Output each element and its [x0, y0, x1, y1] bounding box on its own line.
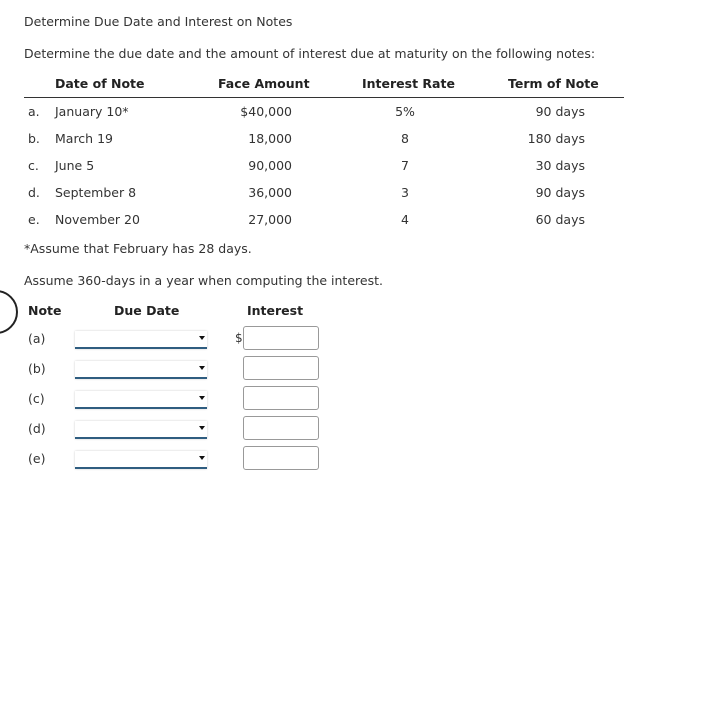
header-rule: [24, 97, 624, 98]
row-term: 60 days: [535, 212, 585, 227]
note-label: (c): [28, 391, 45, 406]
row-term: 180 days: [527, 131, 585, 146]
row-rate: 5%: [395, 104, 415, 119]
interest-input[interactable]: [243, 446, 319, 470]
row-rate: 8: [401, 131, 409, 146]
row-letter: a.: [28, 104, 40, 119]
row-date: January 10*: [55, 104, 129, 119]
note-label: (d): [28, 421, 46, 436]
header-rate: Interest Rate: [362, 76, 455, 91]
row-term: 30 days: [535, 158, 585, 173]
page-title: Determine Due Date and Interest on Notes: [24, 14, 293, 29]
due-date-select[interactable]: [75, 421, 207, 439]
row-rate: 4: [401, 212, 409, 227]
row-date: September 8: [55, 185, 137, 200]
answer-header-due-date: Due Date: [114, 303, 180, 318]
note-label: (b): [28, 361, 46, 376]
due-date-select[interactable]: [75, 451, 207, 469]
header-date: Date of Note: [55, 76, 145, 91]
row-date: November 20: [55, 212, 140, 227]
row-face: 90,000: [248, 158, 292, 173]
interest-input[interactable]: [243, 416, 319, 440]
note-label: (e): [28, 451, 46, 466]
row-face: $40,000: [240, 104, 292, 119]
interest-input[interactable]: [243, 326, 319, 350]
row-face: 18,000: [248, 131, 292, 146]
row-letter: c.: [28, 158, 39, 173]
interest-input[interactable]: [243, 386, 319, 410]
due-date-select[interactable]: [75, 331, 207, 349]
row-rate: 3: [401, 185, 409, 200]
footnote: *Assume that February has 28 days.: [24, 241, 252, 256]
interest-input[interactable]: [243, 356, 319, 380]
row-letter: b.: [28, 131, 40, 146]
row-letter: d.: [28, 185, 40, 200]
header-term: Term of Note: [508, 76, 599, 91]
row-date: March 19: [55, 131, 113, 146]
header-face: Face Amount: [218, 76, 310, 91]
circle-marker: [0, 290, 18, 334]
instructions: Determine the due date and the amount of interest due at maturity on the following notes:: [24, 46, 596, 61]
answer-header-note: Note: [28, 303, 62, 318]
row-term: 90 days: [535, 185, 585, 200]
answer-header-interest: Interest: [247, 303, 304, 318]
row-rate: 7: [401, 158, 409, 173]
row-term: 90 days: [535, 104, 585, 119]
currency-symbol: $: [235, 331, 243, 345]
due-date-select[interactable]: [75, 391, 207, 409]
row-face: 27,000: [248, 212, 292, 227]
row-face: 36,000: [248, 185, 292, 200]
due-date-select[interactable]: [75, 361, 207, 379]
row-date: June 5: [55, 158, 95, 173]
note-label: (a): [28, 331, 46, 346]
assumption: Assume 360-days in a year when computing the interest.: [24, 273, 383, 288]
row-letter: e.: [28, 212, 40, 227]
